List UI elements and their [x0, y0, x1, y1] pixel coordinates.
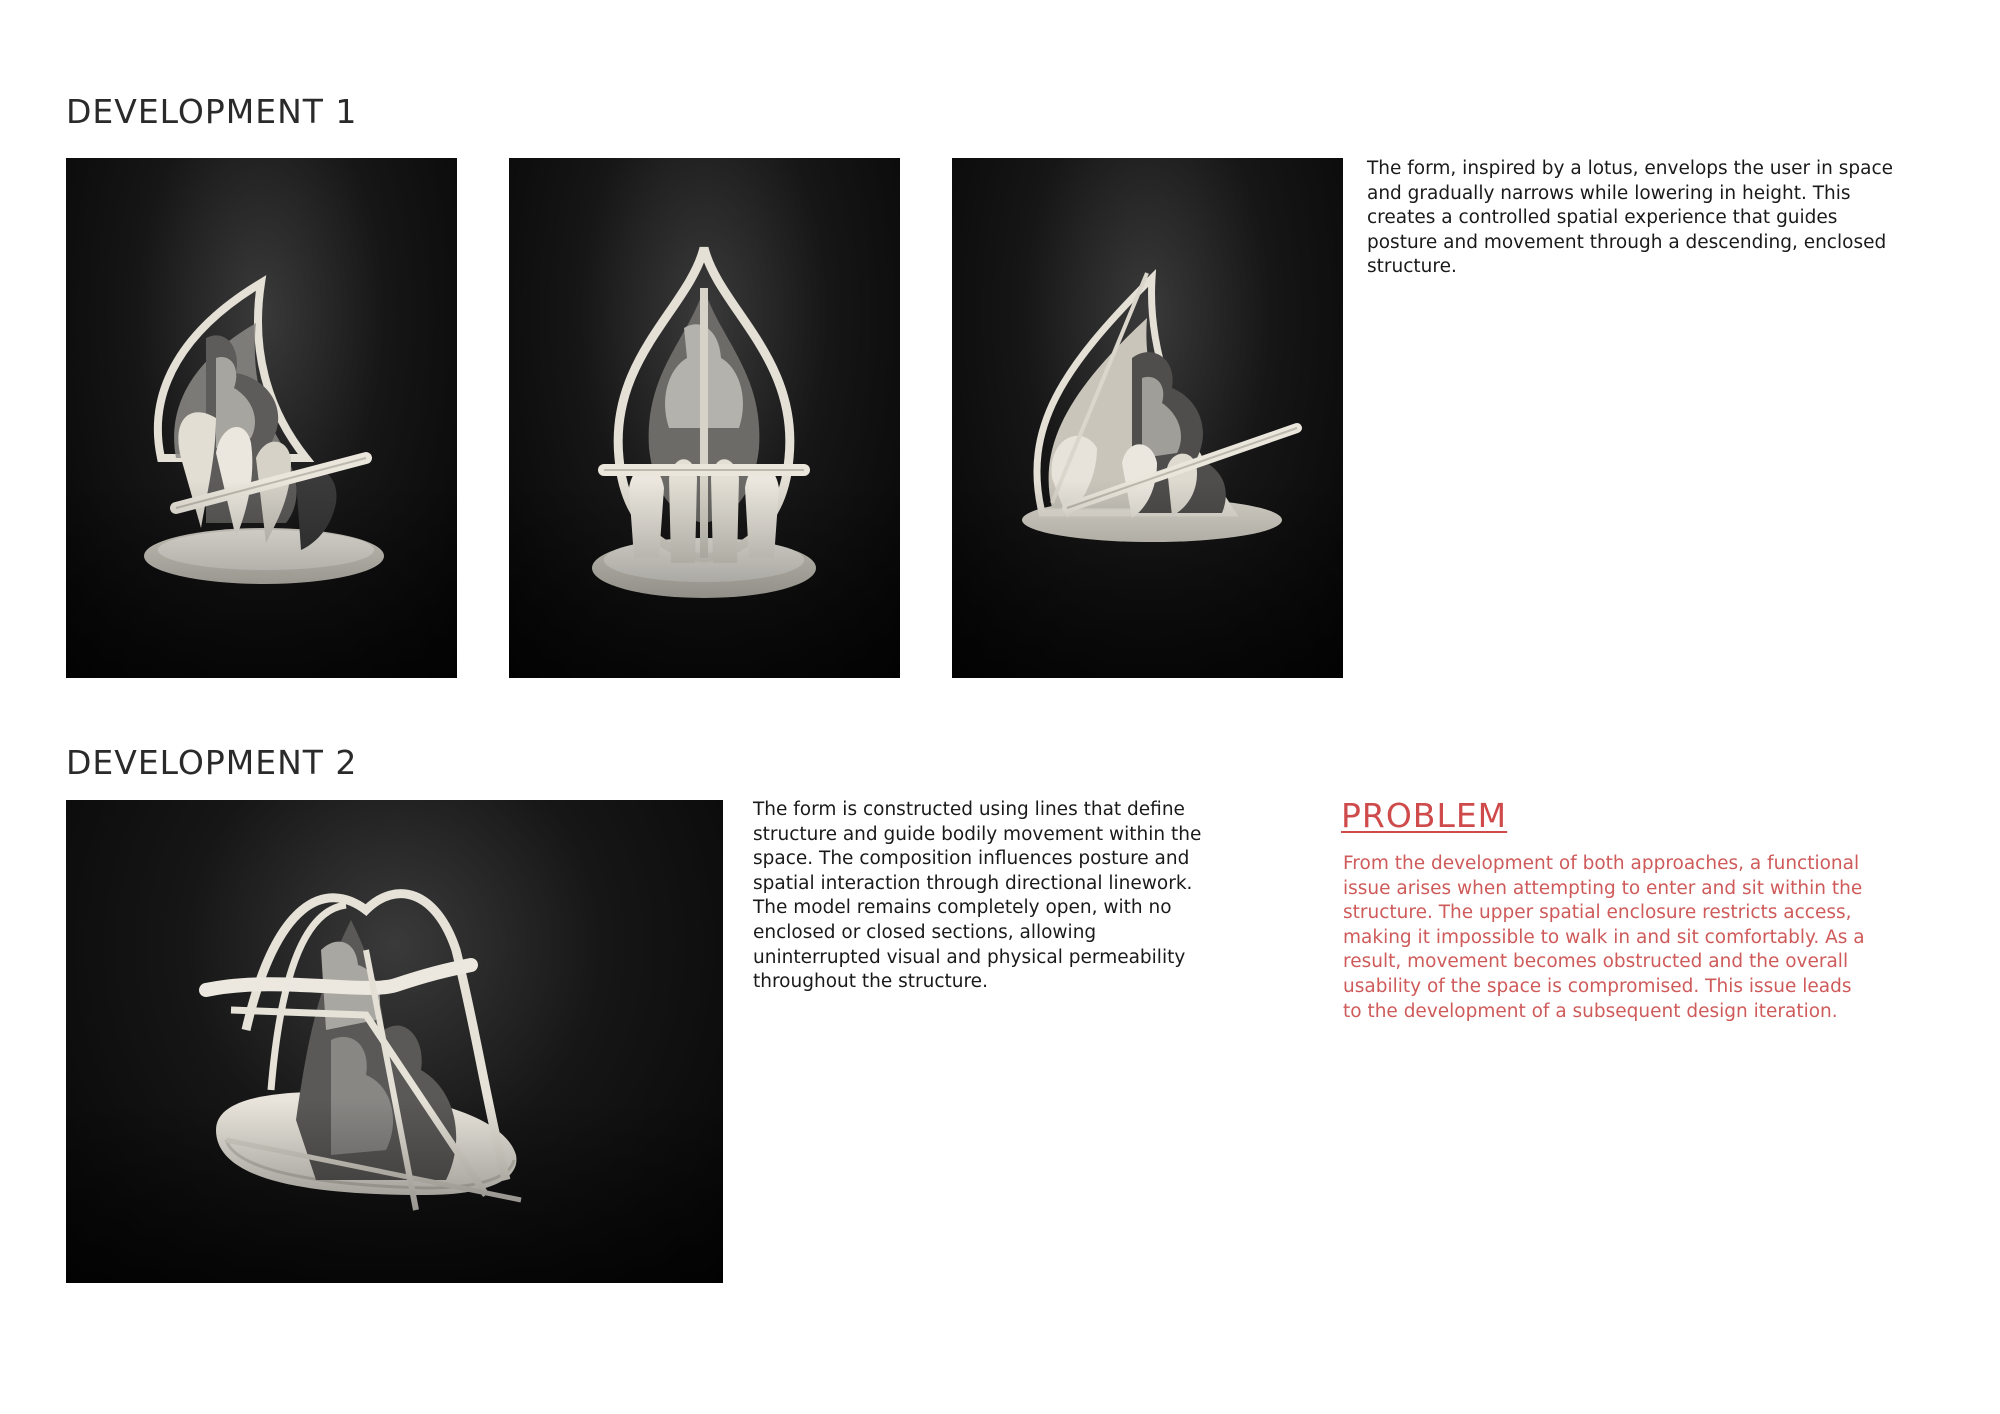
development-1-photo-3 [952, 158, 1343, 678]
development-2-photo [66, 800, 723, 1283]
development-1-photo-2 [509, 158, 900, 678]
development-1-description: The form, inspired by a lotus, envelops the user in space and gradually narrows while lowering in height. This creates a controlled spatial experience that guides posture and movement through a descending, enclosed structure. [1367, 158, 1894, 278]
development-2-description: The form is constructed using lines that define structure and guide bodily movement within the space. The composition influences posture and spatial interaction through directional linework. The model remains completely open, with no enclosed or closed sections, allowing uninterrupted visual and physical permeability throughout the structure. [753, 799, 1202, 993]
problem-title: PROBLEM [1341, 796, 1508, 835]
problem-description: From the development of both approaches, a functional issue arises when attempting to enter and sit within the structure. The upper spatial enclosure restricts access, making it impossible to walk in and sit comfortably. As a result, movement becomes obstructed and the overall usability of the space is compromised. This issue leads to the development of a subsequent design iteration. [1343, 853, 1865, 1022]
development-2-heading: DEVELOPMENT 2 [66, 743, 358, 782]
development-1-photo-1 [66, 158, 457, 678]
development-1-heading: DEVELOPMENT 1 [66, 92, 358, 131]
